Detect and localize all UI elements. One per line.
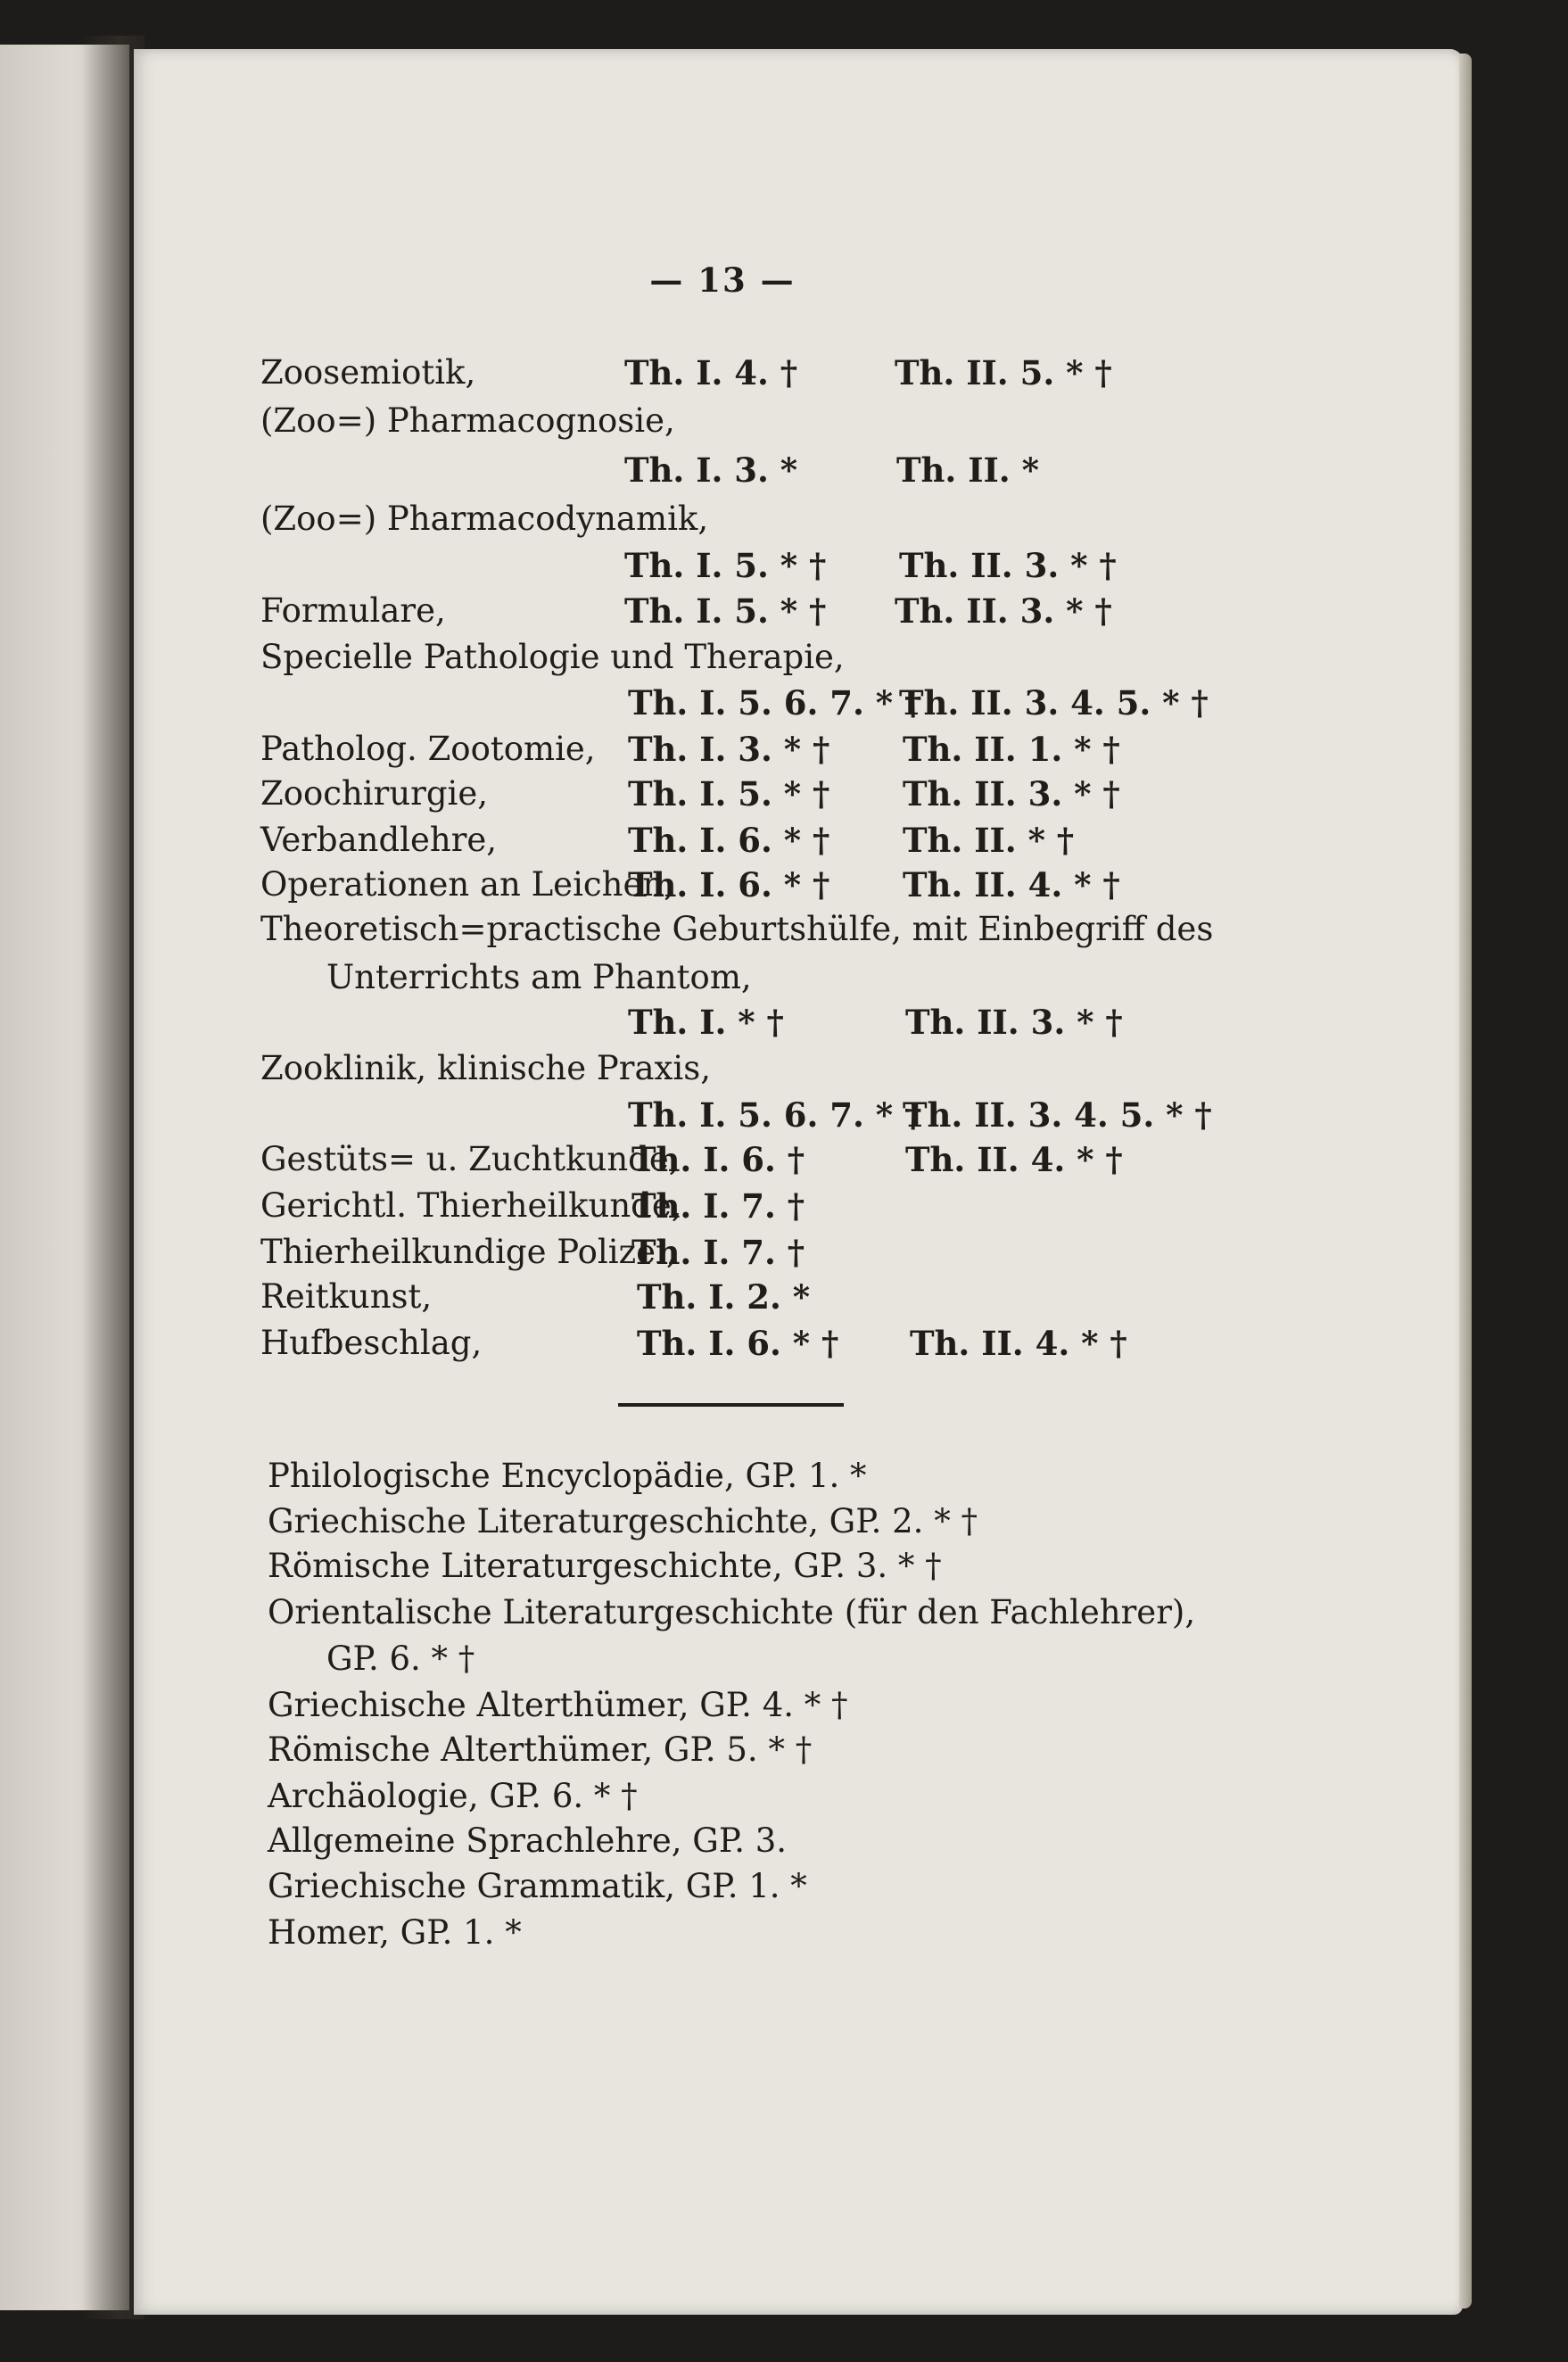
entry-label: Gestüts= u. Zuchtkunde, [260,1140,680,1178]
entry-col2: Th. II. * † [903,821,1075,860]
philology-line: Römische Literaturgeschichte, GP. 3. * † [268,1547,942,1585]
entry-label: Zoosemiotik, [260,353,476,392]
entry-col1: Th. I. 3. * [624,450,798,490]
entry-col2: Th. II. 3. * † [905,1003,1123,1042]
entry-col1: Th. I. 4. † [624,353,798,392]
entry-col2: Th. II. 1. * † [903,730,1120,769]
philology-line: Römische Alterthümer, GP. 5. * † [268,1730,813,1769]
entry-col1: Th. I. 5. 6. 7. * † [628,683,922,723]
entry-label: Specielle Pathologie und Therapie, [260,638,845,676]
entry-label: Operationen an Leichen, [260,865,674,904]
entry-label: Reitkunst, [260,1277,433,1316]
entry-col1: Th. I. 2. * [637,1277,811,1317]
entry-col2: Th. II. 3. 4. 5. * † [903,1095,1212,1135]
entry-col1: Th. I. 7. † [631,1233,805,1272]
philology-line: GP. 6. * † [326,1639,475,1678]
entry-label: Zooklinik, klinische Praxis, [260,1049,711,1087]
entry-col2: Th. II. 4. * † [903,865,1120,904]
entry-col1: Th. I. 5. * † [624,591,827,631]
entry-label: Verbandlehre, [260,821,498,859]
philology-line: Philologische Encyclopädie, GP. 1. * [268,1457,867,1495]
philology-line: Homer, GP. 1. * [268,1913,522,1952]
entry-label: Hufbeschlag, [260,1324,483,1362]
entry-label: Patholog. Zootomie, [260,730,596,768]
entry-col1: Th. I. 6. † [631,1140,805,1179]
entry-label-continuation: Unterrichts am Phantom, [326,958,752,996]
entry-col2: Th. II. 3. * † [899,546,1117,585]
entry-label: Thierheilkundige Polizei, [260,1233,677,1271]
entry-col1: Th. I. 6. * † [628,821,830,860]
philology-line: Orientalische Literaturgeschichte (für den Fachlehrer), [268,1593,1196,1631]
entry-label: Zoochirurgie, [260,774,489,813]
philology-line: Griechische Grammatik, GP. 1. * [268,1867,807,1905]
entry-col1: Th. I. * † [628,1003,784,1042]
entry-col1: Th. I. 6. * † [628,865,830,904]
entry-col2: Th. II. 4. * † [910,1324,1127,1363]
entry-col2: Th. II. 5. * † [895,353,1112,392]
entry-col1: Th. I. 5. * † [624,546,827,585]
entry-col1: Th. I. 3. * † [628,730,830,769]
entry-col1: Th. I. 5. 6. 7. * † [628,1095,922,1135]
entry-col2: Th. II. 3. * † [895,591,1112,631]
entry-label: (Zoo=) Pharmacodynamik, [260,500,709,538]
entry-col2: Th. II. * [896,450,1039,490]
philology-line: Allgemeine Sprachlehre, GP. 3. [268,1821,788,1860]
page-number: — 13 — [649,260,796,300]
page-fore-edge [1459,54,1472,2308]
philology-line: Griechische Alterthümer, GP. 4. * † [268,1686,848,1724]
entry-label: (Zoo=) Pharmacognosie, [260,401,675,440]
philology-line: Griechische Literaturgeschichte, GP. 2. * † [268,1502,978,1540]
entry-col2: Th. II. 4. * † [905,1140,1123,1179]
entry-col1: Th. I. 6. * † [637,1324,839,1363]
entry-col2: Th. II. 3. 4. 5. * † [899,683,1209,723]
entry-col2: Th. II. 3. * † [903,774,1120,813]
entry-label: Gerichtl. Thierheilkunde, [260,1186,682,1225]
section-divider [618,1403,844,1407]
entry-label: Formulare, [260,591,446,630]
entry-col1: Th. I. 7. † [631,1186,805,1226]
entry-col1: Th. I. 5. * † [628,774,830,813]
philology-line: Archäologie, GP. 6. * † [268,1777,638,1815]
entry-label: Theoretisch=practische Geburtshülfe, mit Einbegriff des [260,910,1214,948]
